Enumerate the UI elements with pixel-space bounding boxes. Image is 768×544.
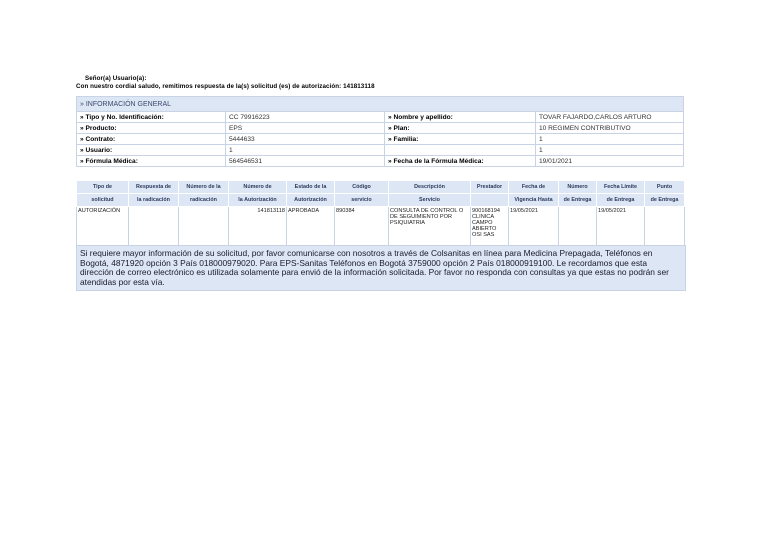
col-header: Respuesta de [129,181,179,194]
cell-authorization-number: 141813118 [229,207,287,248]
col-header: Número de [229,181,287,194]
col-header: Prestador [471,181,509,194]
col-header: la radicación [129,194,179,207]
label-empty [385,145,536,156]
label-plan: » Plan: [385,123,536,134]
cell-provider: 900168194 CLINICA CAMPO ABIERTO OSI SAS [471,207,509,248]
cell-delivery-number [559,207,597,248]
col-header: Vigencia Hasta [509,194,559,207]
label-contract: » Contrato: [77,134,226,145]
cell-request-type: AUTORIZACIÓN [77,207,129,248]
value-user: 1 [226,145,385,156]
label-prescription: » Fórmula Médica: [77,156,226,167]
intro-block [76,75,375,91]
table-row [77,207,685,248]
value-id-type: CC 79916223 [226,112,385,123]
label-name: » Nombre y apellido: [385,112,536,123]
label-prescription-date: » Fecha de la Fórmula Médica: [385,156,536,167]
col-header: radicación [179,194,229,207]
col-header: Punto [645,181,685,194]
col-header: la Autorización [229,194,287,207]
label-id-type: » Tipo y No. Identificación: [77,112,226,123]
col-header: Número de la [179,181,229,194]
col-header: de Entrega [559,194,597,207]
col-header: Código [335,181,389,194]
col-header: Estado de la [287,181,335,194]
col-header: Fecha de [509,181,559,194]
col-header [471,194,509,207]
cell-valid-until: 19/05/2021 [509,207,559,248]
general-row [77,156,684,167]
value-prescription-date: 19/01/2021 [536,156,684,167]
col-header: solicitud [77,194,129,207]
col-header: servicio [335,194,389,207]
general-info-table [76,96,684,167]
cell-filing-number [179,207,229,248]
detail-header-row-1 [77,181,685,194]
notice-message: Si requiere mayor información de su solicitud, por favor comunicarse con nosotros a través de Colsanitas en línea para Medicina Prepagada, Teléfonos en Bogotá, 4871920 opción 3 País 018000979020. Para EPS-Sanitas Teléfonos en Bogotá 3759000 opción 2 País 018000919100. Le recordamos que esta dirección de correo electrónico es utilizada solamente para envió de la información solicitada. Por favor no responda con consultas ya que estas no podrán ser atendidas por esta vía. [76,245,686,291]
col-header: Descripción [389,181,471,194]
value-family: 1 [536,134,684,145]
value-plan: 10 REGIMEN CONTRIBUTIVO [536,123,684,134]
general-row [77,134,684,145]
value-contract: 5444633 [226,134,385,145]
cell-response [129,207,179,248]
value-prescription: 564546531 [226,156,385,167]
value-product: EPS [226,123,385,134]
col-header: Servicio [389,194,471,207]
cell-service-code: 890384 [335,207,389,248]
col-header: Fecha Límite [597,181,645,194]
cell-status: APROBADA [287,207,335,248]
col-header: Autorización [287,194,335,207]
general-info-header: » INFORMACIÓN GENERAL [77,97,684,112]
col-header: Tipo de [77,181,129,194]
general-row [77,112,684,123]
value-extra: 1 [536,145,684,156]
general-row [77,123,684,134]
col-header: Número [559,181,597,194]
authorization-detail-table [76,180,685,248]
col-header: de Entrega [645,194,685,207]
detail-header-row-2 [77,194,685,207]
label-user: » Usuario: [77,145,226,156]
cell-delivery-deadline: 19/05/2021 [597,207,645,248]
cell-service-description: CONSULTA DE CONTROL O DE SEGUIMIENTO POR PSIQUIATRIA [389,207,471,248]
label-product: » Producto: [77,123,226,134]
value-name: TOVAR FAJARDO,CARLOS ARTURO [536,112,684,123]
label-family: » Familia: [385,134,536,145]
general-row [77,145,684,156]
greeting: Señor(a) Usuario(a): [85,75,147,82]
cell-delivery-point [645,207,685,248]
intro-message: Con nuestro cordial saludo, remitimos respuesta de la(s) solicitud (es) de autorización: 141813118 [76,83,375,90]
col-header: de Entrega [597,194,645,207]
